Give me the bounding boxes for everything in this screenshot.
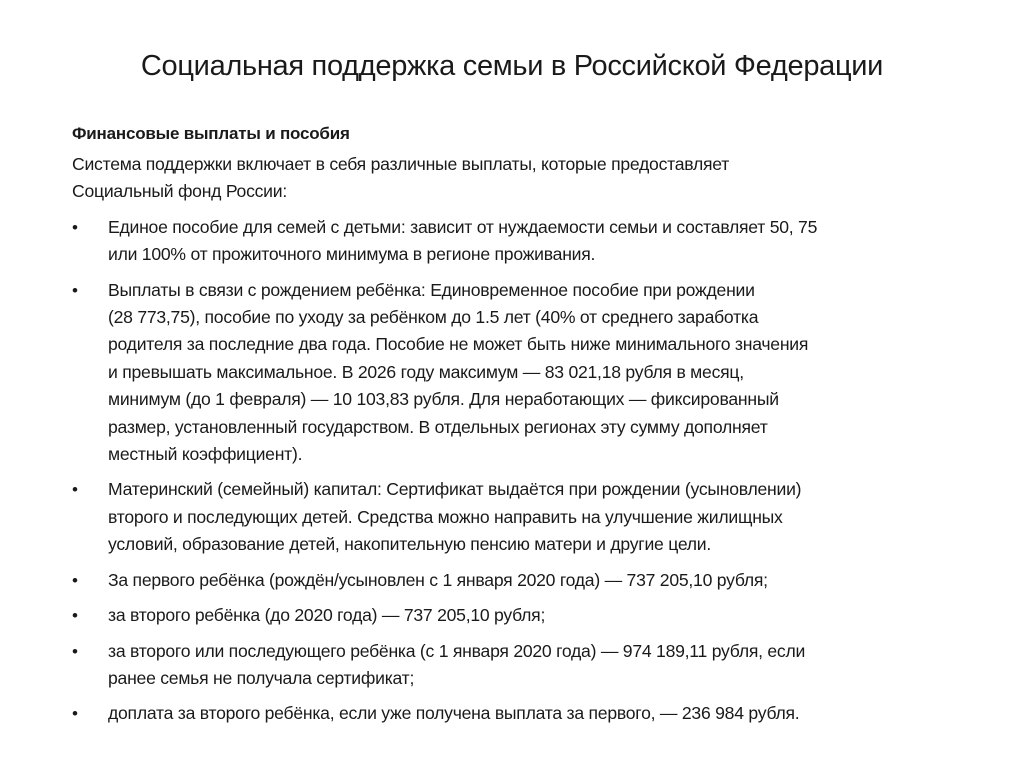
bullet-text: [108, 277, 808, 469]
bullet-line: Материнский (семейный) капитал: Сертификат выдаётся при рождении (усыновлении): [108, 479, 802, 500]
bullet-line: условий, образование детей, накопительную пенсию матери и другие цели.: [108, 534, 712, 555]
bullet-text: [108, 602, 545, 629]
bullet-item: [72, 700, 992, 727]
bullet-item: [72, 476, 992, 558]
bullet-icon: •: [72, 480, 78, 500]
bullet-line: или 100% от прожиточного минимума в регионе проживания.: [108, 244, 596, 265]
bullet-line: Выплаты в связи с рождением ребёнка: Единовременное пособие при рождении: [108, 279, 755, 300]
slide-content: [72, 120, 992, 728]
bullet-line: доплата за второго ребёнка, если уже получена выплата за первого, — 236 984 рубля.: [108, 703, 800, 724]
bullet-item: [72, 602, 992, 629]
bullet-icon: •: [72, 217, 78, 237]
bullet-line: ранее семья не получала сертификат;: [108, 667, 415, 688]
bullet-icon: •: [72, 641, 78, 661]
bullet-line: и превышать максимальное. В 2026 году максимум — 83 021,18 рубля в месяц,: [108, 361, 744, 382]
bullet-line: Единое пособие для семей с детьми: зависит от нуждаемости семьи и составляет 50, 75: [108, 216, 818, 237]
intro-line: Социальный фонд России:: [72, 181, 287, 202]
bullet-line: родителя за последние два года. Пособие не может быть ниже минимального значения: [108, 334, 809, 355]
section-heading: Финансовые выплаты и пособия: [72, 124, 350, 143]
bullet-list: [72, 214, 992, 728]
slide-title: Социальная поддержка семьи в Российской Федерации: [140, 50, 884, 82]
bullet-item: [72, 214, 992, 269]
bullet-text: [108, 567, 768, 594]
bullet-line: (28 773,75), пособие по уходу за ребёнком до 1.5 лет (40% от среднего заработка: [108, 307, 759, 328]
bullet-line: размер, установленный государством. В отдельных регионах эту сумму дополняет: [108, 416, 768, 437]
bullet-icon: •: [72, 570, 78, 590]
bullet-icon: •: [72, 606, 78, 626]
bullet-line: местный коэффициент).: [108, 444, 303, 465]
bullet-text: [108, 638, 805, 693]
bullet-item: [72, 567, 992, 594]
bullet-line: за второго или последующего ребёнка (с 1 января 2020 года) — 974 189,11 рубля, если: [108, 640, 806, 661]
intro-paragraph: [72, 151, 992, 206]
bullet-text: [108, 700, 799, 727]
bullet-item: [72, 277, 992, 469]
intro-line: Система поддержки включает в себя различные выплаты, которые предоставляет: [72, 154, 730, 174]
bullet-icon: •: [72, 280, 78, 300]
bullet-line: за второго ребёнка (до 2020 года) — 737 205,10 рубля;: [108, 605, 546, 626]
bullet-text: [108, 476, 801, 558]
bullet-line: второго и последующих детей. Средства можно направить на улучшение жилищных: [108, 506, 783, 527]
bullet-icon: •: [72, 704, 78, 724]
bullet-item: [72, 638, 992, 693]
bullet-line: За первого ребёнка (рождён/усыновлен с 1 января 2020 года) — 737 205,10 рубля;: [108, 569, 768, 590]
bullet-text: [108, 214, 817, 269]
bullet-line: минимум (до 1 февраля) — 10 103,83 рубля. Для неработающих — фиксированный: [108, 389, 779, 410]
